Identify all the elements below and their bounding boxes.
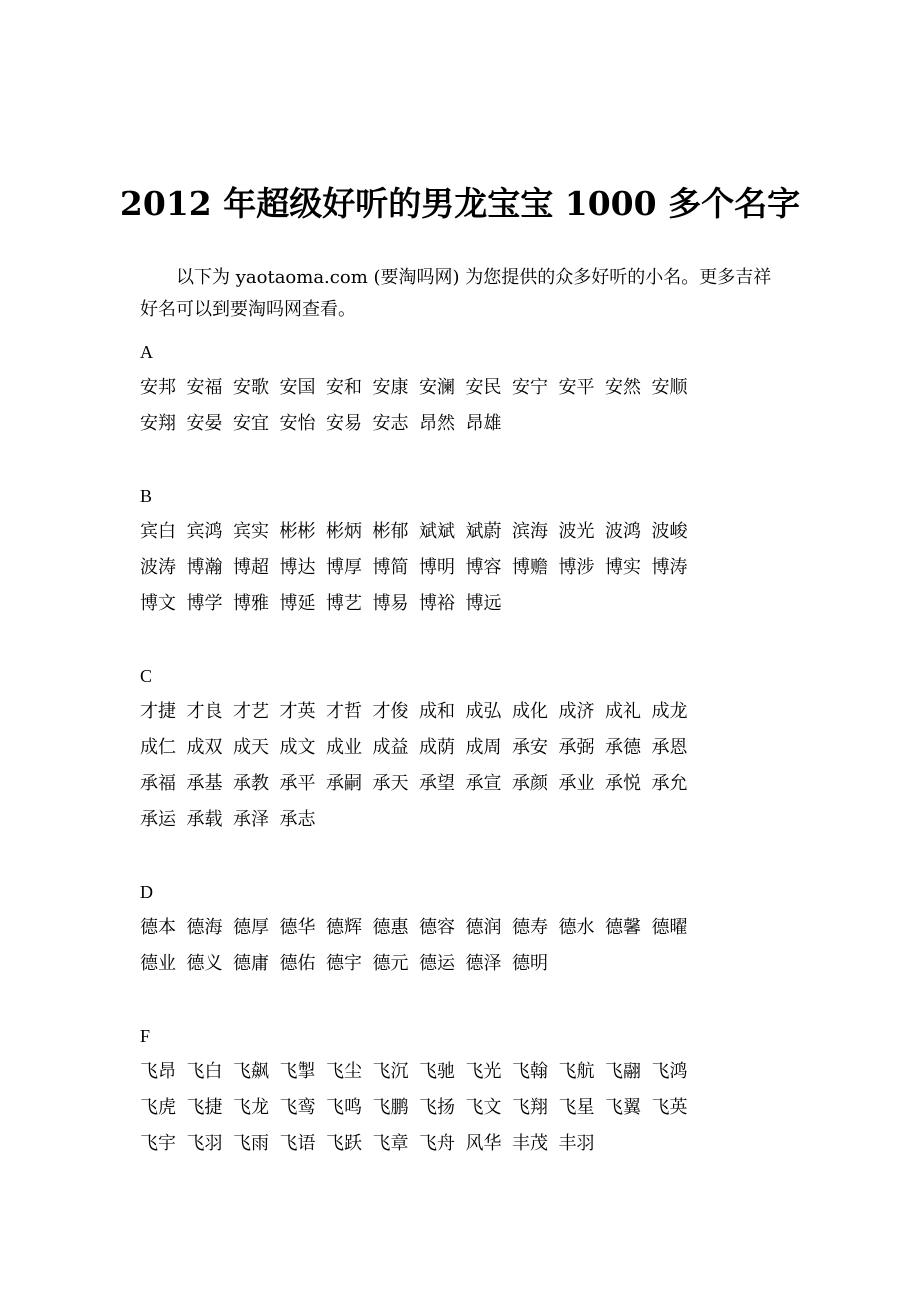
name-item: 飞白 [186, 1061, 223, 1082]
name-item: 承颜 [512, 773, 548, 794]
section-letter: B [140, 486, 153, 506]
name-item: 才良 [186, 701, 223, 722]
name-item: 波峻 [651, 521, 688, 542]
name-item: 彬彬 [279, 521, 316, 542]
name-item: 承基 [186, 773, 223, 794]
name-item: 滨海 [512, 521, 548, 542]
name-item: 承恩 [651, 737, 688, 758]
name-item: 博厚 [326, 557, 362, 578]
name-item: 安歌 [233, 377, 269, 398]
name-item: 成弘 [465, 701, 502, 722]
name-item: 成荫 [419, 737, 455, 758]
name-item: 飞雨 [233, 1133, 269, 1154]
name-item: 成文 [279, 737, 316, 758]
name-list [140, 370, 700, 442]
name-item: 承福 [140, 773, 176, 794]
name-item: 才俊 [372, 701, 409, 722]
name-item: 飞翔 [512, 1097, 548, 1118]
name-item: 才艺 [233, 701, 269, 722]
name-item: 承嗣 [326, 773, 362, 794]
name-item: 飞英 [651, 1097, 688, 1118]
name-item: 风华 [465, 1133, 502, 1154]
name-item: 安国 [279, 377, 316, 398]
name-item: 波鸿 [605, 521, 641, 542]
name-item: 承德 [605, 737, 641, 758]
name-item: 博艺 [326, 593, 362, 614]
name-item: 飞掣 [279, 1061, 316, 1082]
name-item: 飞鸣 [326, 1097, 362, 1118]
name-item: 昂雄 [465, 413, 502, 434]
name-sections [140, 334, 790, 1198]
name-item: 成益 [372, 737, 409, 758]
name-item: 飞航 [558, 1061, 595, 1082]
name-item: 承业 [558, 773, 595, 794]
name-item: 德海 [186, 917, 223, 938]
name-item: 彬炳 [326, 521, 362, 542]
name-item: 博涛 [651, 557, 688, 578]
name-item: 博容 [465, 557, 502, 578]
name-item: 安怡 [279, 413, 316, 434]
name-item: 德惠 [372, 917, 409, 938]
name-item: 飞尘 [326, 1061, 362, 1082]
name-item: 安平 [558, 377, 595, 398]
name-item: 博文 [140, 593, 176, 614]
name-item: 德厚 [233, 917, 269, 938]
name-section-b [140, 478, 790, 622]
name-item: 承平 [279, 773, 316, 794]
name-item: 承运 [140, 809, 176, 830]
name-item: 成天 [233, 737, 269, 758]
name-item: 丰茂 [512, 1133, 548, 1154]
name-item: 安宁 [512, 377, 548, 398]
name-item: 飞鹏 [372, 1097, 409, 1118]
name-item: 飞鸿 [651, 1061, 688, 1082]
name-item: 德辉 [326, 917, 362, 938]
name-item: 飞虎 [140, 1097, 176, 1118]
name-item: 安邦 [140, 377, 176, 398]
name-item: 博裕 [419, 593, 455, 614]
name-item: 飞驰 [419, 1061, 455, 1082]
name-item: 成业 [326, 737, 362, 758]
name-item: 飞飙 [233, 1061, 269, 1082]
name-list [140, 694, 700, 838]
section-letter: A [140, 342, 153, 362]
name-item: 安民 [465, 377, 502, 398]
name-item: 博延 [279, 593, 316, 614]
name-item: 安易 [326, 413, 362, 434]
intro-paragraph: 以下为 yaotaoma.com (要淘吗网) 为您提供的众多好听的小名。更多吉祥好名可以到要淘吗网查看。 [140, 267, 772, 320]
name-item: 波光 [558, 521, 595, 542]
name-item: 飞捷 [186, 1097, 223, 1118]
name-item: 德宇 [326, 953, 362, 974]
name-item: 安和 [326, 377, 362, 398]
name-item: 德寿 [512, 917, 548, 938]
name-item: 宾鸿 [186, 521, 223, 542]
name-section-c [140, 658, 790, 838]
name-item: 飞扬 [419, 1097, 455, 1118]
name-item: 承宣 [465, 773, 502, 794]
name-item: 成龙 [651, 701, 688, 722]
name-item: 博赡 [512, 557, 548, 578]
name-section-d [140, 874, 790, 982]
name-item: 博瀚 [186, 557, 223, 578]
name-section-f [140, 1018, 790, 1162]
name-item: 德华 [279, 917, 316, 938]
name-item: 承泽 [233, 809, 269, 830]
name-item: 德运 [419, 953, 455, 974]
name-item: 才捷 [140, 701, 176, 722]
name-item: 飞翰 [512, 1061, 548, 1082]
name-item: 安然 [605, 377, 641, 398]
name-item: 德润 [465, 917, 502, 938]
name-item: 博达 [279, 557, 316, 578]
name-item: 承教 [233, 773, 269, 794]
name-item: 博实 [605, 557, 641, 578]
name-item: 安康 [372, 377, 409, 398]
name-item: 飞昂 [140, 1061, 176, 1082]
name-item: 德佑 [279, 953, 316, 974]
name-item: 德馨 [605, 917, 641, 938]
name-item: 飞羽 [186, 1133, 223, 1154]
name-item: 成仁 [140, 737, 176, 758]
name-item: 波涛 [140, 557, 176, 578]
section-letter: D [140, 882, 153, 902]
name-list [140, 1054, 700, 1162]
name-item: 成和 [419, 701, 455, 722]
name-item: 昂然 [419, 413, 455, 434]
name-item: 承载 [186, 809, 223, 830]
name-item: 飞沉 [372, 1061, 409, 1082]
name-item: 承允 [651, 773, 688, 794]
name-item: 飞星 [558, 1097, 595, 1118]
name-item: 德义 [186, 953, 223, 974]
name-item: 飞宇 [140, 1133, 176, 1154]
name-item: 安宜 [233, 413, 269, 434]
name-item: 承安 [512, 737, 548, 758]
name-item: 承悦 [605, 773, 641, 794]
name-item: 成双 [186, 737, 223, 758]
name-item: 安顺 [651, 377, 688, 398]
name-item: 德泽 [465, 953, 502, 974]
name-item: 德本 [140, 917, 176, 938]
name-item: 承弼 [558, 737, 595, 758]
name-item: 德业 [140, 953, 176, 974]
name-item: 斌蔚 [465, 521, 502, 542]
name-item: 成济 [558, 701, 595, 722]
name-item: 才英 [279, 701, 316, 722]
name-section-a [140, 334, 790, 442]
name-item: 承志 [279, 809, 316, 830]
name-list [140, 514, 700, 622]
name-item: 斌斌 [419, 521, 455, 542]
name-item: 飞文 [465, 1097, 502, 1118]
name-item: 飞鸾 [279, 1097, 316, 1118]
name-item: 彬郁 [372, 521, 409, 542]
document-title: 2012 年超级好听的男龙宝宝 1000 多个名字 [119, 184, 801, 223]
name-item: 飞龙 [233, 1097, 269, 1118]
name-item: 成周 [465, 737, 502, 758]
name-item: 飞章 [372, 1133, 409, 1154]
name-item: 飞翮 [605, 1061, 641, 1082]
name-item: 安晏 [186, 413, 223, 434]
name-item: 承天 [372, 773, 409, 794]
name-item: 飞跃 [326, 1133, 362, 1154]
name-item: 宾白 [140, 521, 176, 542]
name-item: 德元 [372, 953, 409, 974]
name-item: 博超 [233, 557, 269, 578]
name-item: 丰羽 [558, 1133, 595, 1154]
name-item: 博明 [419, 557, 455, 578]
name-item: 安翔 [140, 413, 176, 434]
name-item: 德庸 [233, 953, 269, 974]
name-item: 博易 [372, 593, 409, 614]
name-item: 才哲 [326, 701, 362, 722]
name-item: 博雅 [233, 593, 269, 614]
name-item: 安志 [372, 413, 409, 434]
name-item: 飞舟 [419, 1133, 455, 1154]
name-item: 宾实 [233, 521, 269, 542]
section-letter: C [140, 666, 153, 686]
name-item: 承望 [419, 773, 455, 794]
section-letter: F [140, 1026, 151, 1046]
name-item: 安澜 [419, 377, 455, 398]
name-item: 成化 [512, 701, 548, 722]
name-item: 德明 [512, 953, 548, 974]
name-item: 成礼 [605, 701, 641, 722]
name-item: 飞翼 [605, 1097, 641, 1118]
name-item: 飞光 [465, 1061, 502, 1082]
name-item: 德水 [558, 917, 595, 938]
name-item: 德曜 [651, 917, 688, 938]
name-item: 博简 [372, 557, 409, 578]
name-item: 博学 [186, 593, 223, 614]
name-item: 安福 [186, 377, 223, 398]
name-list [140, 910, 700, 982]
name-item: 飞语 [279, 1133, 316, 1154]
name-item: 博远 [465, 593, 502, 614]
name-item: 博涉 [558, 557, 595, 578]
name-item: 德容 [419, 917, 455, 938]
